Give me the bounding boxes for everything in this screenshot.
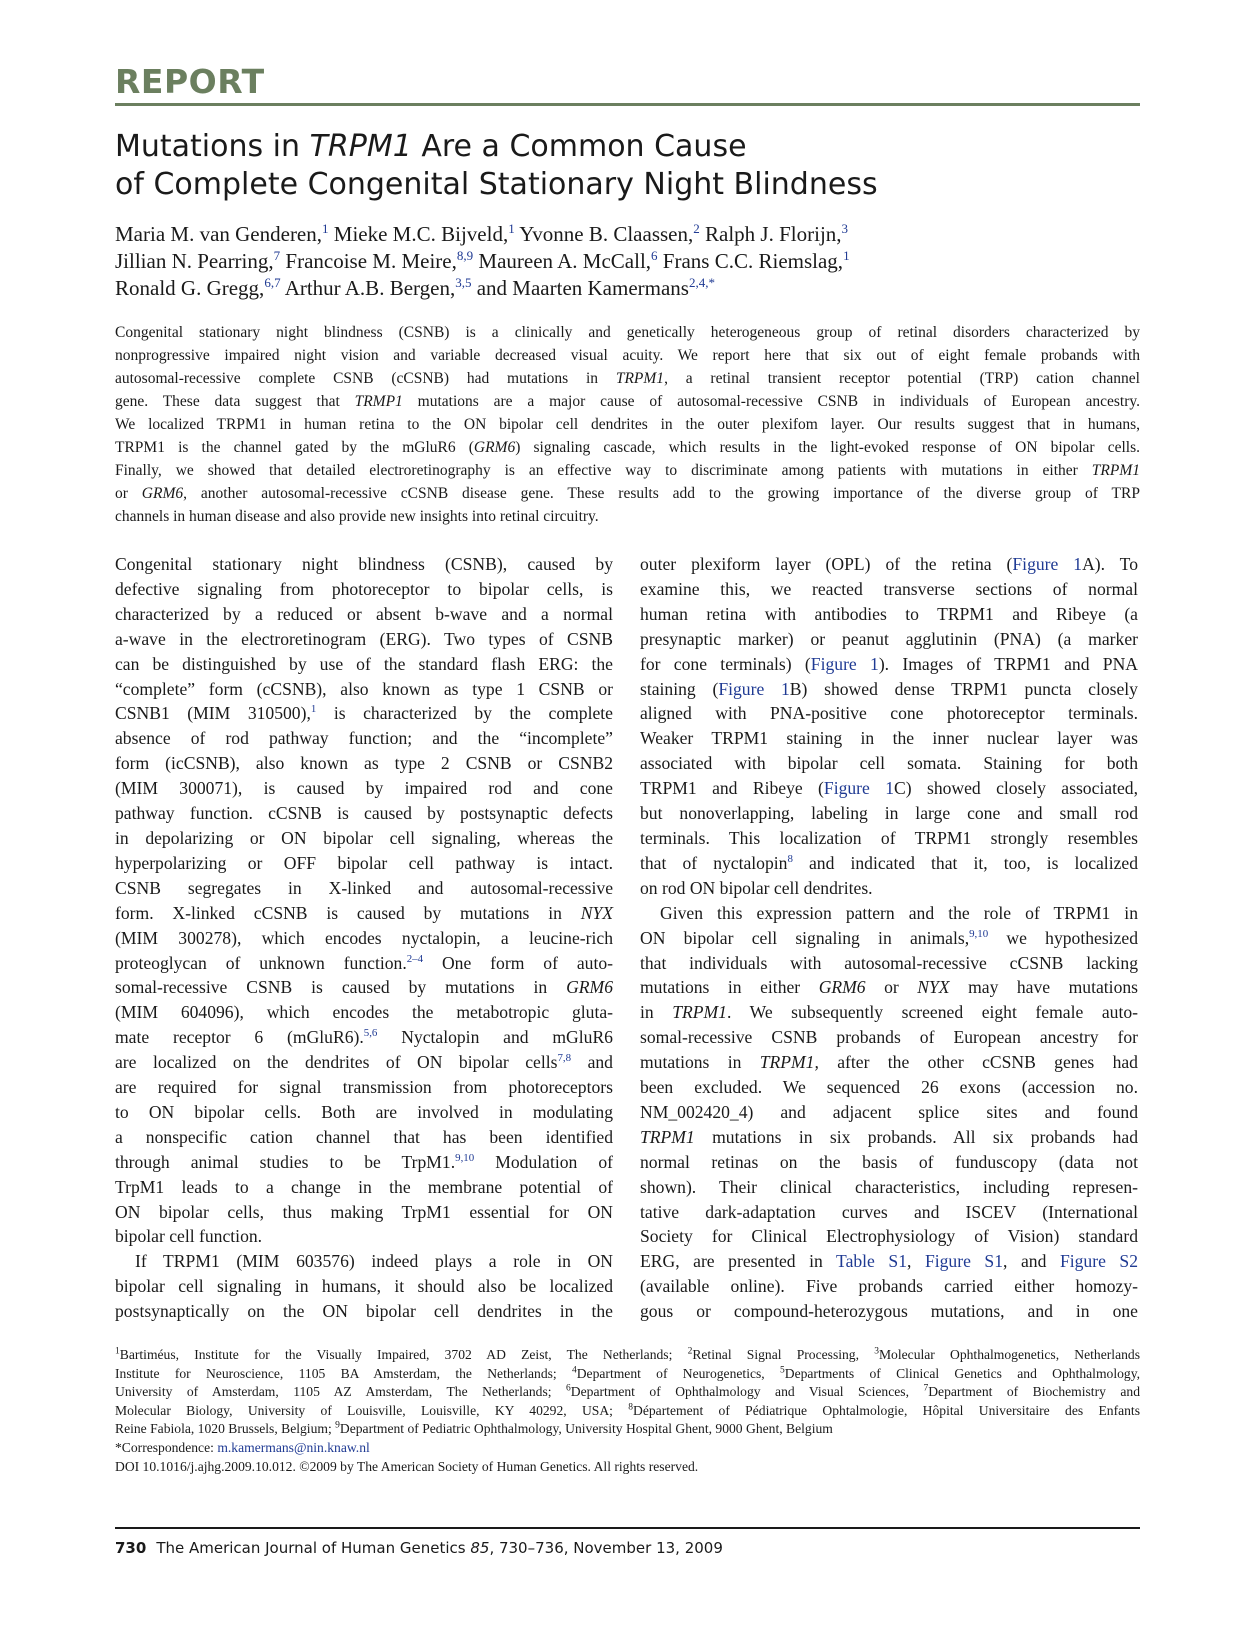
affiliation-line: University of Amsterdam, 1105 AZ Amsterdam, The Netherlands; $^6$Department of Ophthalmology and Visual Sciences, $^7$Department of Biochemistry and xyxy=(115,1383,1141,1400)
abstract-line: or GRM6, another autosomal-recessive cCSNB disease gene. These results add to the growing importance of the diverse group of TRP xyxy=(115,485,1140,502)
affiliations-footnote xyxy=(115,1346,1140,1476)
gene-name: GRM6 xyxy=(473,439,516,456)
author-line xyxy=(115,275,1140,302)
affiliation-line: Reine Fabiola, 1020 Brussels, Belgium; $^9$Department of Pediatric Ophthalmology, University Hospital Ghent, 9000 Ghent, Belgium xyxy=(115,1420,833,1437)
gene-name: GRM6 xyxy=(141,485,184,502)
gene-name: TRPM1 xyxy=(672,1002,727,1023)
text-line: (MIM 300071), is caused by impaired rod and cone xyxy=(115,778,613,799)
title-line-1: Mutations in TRPM1 Are a Common Cause xyxy=(115,129,747,164)
text-line: in depolarizing or ON bipolar cell signaling, whereas the xyxy=(115,827,613,848)
author-affiliation-marker: 6,7 xyxy=(264,275,281,290)
affiliation-number: 2 xyxy=(687,1346,693,1357)
abstract-line: We localized TRPM1 in human retina to the ON bipolar cell dendrites in the outer plexifom layer. Our results suggest that in humans, xyxy=(115,416,1140,433)
footer-rule xyxy=(115,1527,1140,1529)
text-line: ON bipolar cell signaling in animals,$^{9,10}$ we hypothesized xyxy=(640,927,1138,948)
text-line: but nonoverlapping, labeling in large cone and small rod xyxy=(640,803,1138,824)
citation-link[interactable]: 7,8 xyxy=(557,1052,572,1065)
text-line: (MIM 300278), which encodes nyctalopin, a leucine-rich xyxy=(115,927,613,948)
text-line: (available online). Five probands carried either homozy- xyxy=(640,1276,1138,1297)
text-line: characterized by a reduced or absent b-wave and a normal xyxy=(115,603,613,624)
text-line: are required for signal transmission from photoreceptors xyxy=(115,1077,613,1098)
abstract-line: channels in human disease and also provide new insights into retinal circuitry. xyxy=(115,508,599,525)
text-line: for cone terminals) (Figure 1). Images of TRPM1 and PNA xyxy=(640,653,1138,674)
correspondence-line xyxy=(115,1439,1140,1458)
author-line xyxy=(115,221,1140,248)
text-line: CSNB segregates in X-linked and autosomal-recessive xyxy=(115,877,613,898)
citation-details: , 730–736, November 13, 2009 xyxy=(489,1539,723,1557)
author-affiliation-marker: 6 xyxy=(651,248,658,263)
citation-link[interactable]: 5,6 xyxy=(363,1027,378,1040)
text-line: postsynaptically on the ON bipolar cell dendrites in the xyxy=(115,1301,613,1322)
article-title xyxy=(115,128,1140,204)
text-line: to ON bipolar cells. Both are involved in modulating xyxy=(115,1101,613,1122)
author-name: Arthur A.B. Bergen, xyxy=(284,276,456,300)
title-line-2: of Complete Congenital Stationary Night Blindness xyxy=(115,167,878,202)
author-name: Francoise M. Meire, xyxy=(285,249,457,273)
citation-link[interactable]: 9,10 xyxy=(455,1151,475,1164)
gene-name: GRM6 xyxy=(818,977,866,998)
text-line: a nonspecific cation channel that has been identified xyxy=(115,1126,613,1147)
text-line: in TRPM1. We subsequently screened eight female auto- xyxy=(640,1002,1138,1023)
body-column-left xyxy=(115,552,613,1324)
text-line: can be distinguished by use of the standard flash ERG: the xyxy=(115,653,613,674)
text-line: proteoglycan of unknown function.$^{2-4}$ One form of auto- xyxy=(115,952,613,973)
affiliation-number: 9 xyxy=(335,1420,340,1431)
text-line: somal-recessive CSNB is caused by mutations in GRM6 xyxy=(115,977,613,998)
text-line: a-wave in the electroretinogram (ERG). Two types of CSNB xyxy=(115,628,613,649)
author-affiliation-marker: 8,9 xyxy=(456,248,474,263)
author-name: Yvonne B. Claassen, xyxy=(519,222,694,246)
text-line: Congenital stationary night blindness (CSNB), caused by xyxy=(115,554,613,574)
citation-link[interactable]: 9,10 xyxy=(969,927,989,940)
text-line: defective signaling from photoreceptor to bipolar cells, is xyxy=(115,578,613,599)
author-name: Mieke M.C. Bijveld, xyxy=(333,222,509,246)
affiliation-line: Molecular Biology, University of Louisville, Louisville, KY 40292, USA; $^8$Département of Pédiatrique Ophtalmologie, Hôpital Universitaire des Enfants xyxy=(115,1402,1140,1418)
author-affiliation-marker: 2,4,* xyxy=(688,275,716,290)
author-name: Maureen A. McCall, xyxy=(478,249,652,273)
gene-name: TRMP1 xyxy=(354,393,403,410)
author-name: Maria M. van Genderen, xyxy=(115,222,323,246)
abstract-line: Congenital stationary night blindness (CSNB) is a clinically and genetically heterogeneous group of retinal disorders characterized by xyxy=(115,324,1140,341)
affiliation-number: 6 xyxy=(566,1383,571,1394)
gene-name: TRPM1 xyxy=(615,370,665,387)
figure-link[interactable]: Figure 1 xyxy=(718,678,790,699)
author-affiliation-marker: 1 xyxy=(843,248,850,263)
text-line: Given this expression pattern and the role of TRPM1 in xyxy=(660,902,1138,923)
citation-link[interactable]: 1 xyxy=(310,703,317,716)
text-line: that of nyctalopin$^8$ and indicated that it, too, is localized xyxy=(640,852,1139,873)
text-line: CSNB1 (MIM 310500),$^1$ is characterized by the complete xyxy=(115,703,613,724)
text-line: presynaptic marker) or peanut agglutinin (PNA) (a marker xyxy=(640,628,1138,649)
affiliation-number: 7 xyxy=(923,1383,929,1394)
text-line: terminals. This localization of TRPM1 strongly resembles xyxy=(640,827,1138,848)
journal-volume: 85 xyxy=(470,1539,490,1557)
text-line: examine this, we reacted transverse sections of normal xyxy=(640,578,1138,599)
text-line: mutations in either GRM6 or NYX may have mutations xyxy=(640,977,1139,998)
text-line: TRPM1 mutations in six probands. All six probands had xyxy=(640,1126,1138,1147)
text-line: are localized on the dendrites of ON bipolar cells$^{7,8}$ and xyxy=(115,1052,613,1073)
figure-link[interactable]: Figure 1 xyxy=(810,653,879,674)
text-line: associated with bipolar cell somata. Staining for both xyxy=(640,753,1138,774)
author-affiliation-marker: 3 xyxy=(841,221,849,236)
author-affiliation-marker: 1 xyxy=(508,221,515,236)
text-line: human retina with antibodies to TRPM1 and Ribeye (a xyxy=(640,603,1138,624)
author-affiliation-marker: 7 xyxy=(273,248,281,263)
text-line: shown). Their clinical characteristics, including represen- xyxy=(640,1176,1138,1197)
affiliation-line: $^1$Bartiméus, Institute for the Visually Impaired, 3702 AD Zeist, The Netherlands; $^2$Retinal Signal Processing, $^3$Molecular Ophthalmogenetics, Netherlands xyxy=(115,1346,1140,1362)
text-line: If TRPM1 (MIM 603576) indeed plays a role in ON xyxy=(135,1251,613,1272)
text-line: been excluded. We sequenced 26 exons (accession no. xyxy=(640,1077,1138,1098)
correspondence-email[interactable]: m.kamermans@nin.knaw.nl xyxy=(217,1439,370,1455)
page-footer xyxy=(115,1539,723,1557)
figure-link[interactable]: Figure 1 xyxy=(1012,554,1083,574)
abstract-line: autosomal-recessive complete CSNB (cCSNB) had mutations in TRPM1, a retinal transient receptor potential (TRP) cation channel xyxy=(115,370,1140,387)
text-line: TrpM1 leads to a change in the membrane potential of xyxy=(115,1176,613,1197)
abstract-line: nonprogressive impaired night vision and variable decreased visual acuity. We report here that six out of eight female probands with xyxy=(115,347,1140,364)
author-list xyxy=(115,221,1140,302)
text-line: gous or compound-heterozygous mutations, and in one xyxy=(640,1301,1138,1322)
figure-link[interactable]: Figure S2 xyxy=(1059,1251,1139,1272)
author-name: Jillian N. Pearring, xyxy=(115,249,274,273)
report-label: REPORT xyxy=(115,62,265,101)
text-line: on rod ON bipolar cell dendrites. xyxy=(640,877,873,898)
text-line: tative dark-adaptation curves and ISCEV (International xyxy=(640,1201,1138,1222)
text-line: mutations in TRPM1, after the other cCSNB genes had xyxy=(640,1052,1138,1073)
author-line xyxy=(115,248,1140,275)
text-line: normal retinas on the basis of funduscopy (data not xyxy=(640,1151,1138,1172)
text-line: form (icCSNB), also known as type 2 CSNB or CSNB2 xyxy=(115,753,613,774)
gene-name: GRM6 xyxy=(566,977,613,998)
author-name: and Maarten Kamermans xyxy=(476,276,689,300)
gene-name: NYX xyxy=(917,977,950,998)
text-line: pathway function. cCSNB is caused by postsynaptic defects xyxy=(115,803,613,824)
gene-name: TRPM1 xyxy=(1091,462,1140,479)
gene-name: TRPM1 xyxy=(640,1126,695,1147)
doi-line: DOI 10.1016/j.ajhg.2009.10.012. ©2009 by The American Society of Human Genetics. All rights reserved. xyxy=(115,1458,699,1474)
affiliation-number: 8 xyxy=(628,1402,634,1413)
author-name: Ralph J. Florijn, xyxy=(705,222,842,246)
text-line: aligned with PNA-positive cone photoreceptor terminals. xyxy=(640,703,1138,724)
gene-name: TRPM1, xyxy=(759,1052,819,1073)
correspondence-label: *Correspondence: xyxy=(115,1439,218,1455)
author-name: Frans C.C. Riemslag, xyxy=(662,249,844,273)
figure-link[interactable]: Figure S1 xyxy=(924,1251,1004,1272)
text-line: bipolar cell function. xyxy=(115,1226,263,1247)
text-line: Society for Clinical Electrophysiology of Vision) standard xyxy=(640,1226,1138,1247)
affiliation-number: 5 xyxy=(779,1365,785,1376)
text-line: Weaker TRPM1 staining in the inner nuclear layer was xyxy=(640,728,1138,749)
affiliation-number: 3 xyxy=(874,1346,879,1357)
text-line: “complete” form (cCSNB), also known as type 1 CSNB or xyxy=(115,678,613,699)
citation-link[interactable]: 2–4 xyxy=(406,952,424,965)
text-line: NM_002420_4) and adjacent splice sites and found xyxy=(640,1101,1138,1122)
affiliation-number: 4 xyxy=(571,1365,577,1376)
abstract xyxy=(115,321,1140,528)
citation-link[interactable]: 8 xyxy=(787,853,793,866)
text-line: absence of rod pathway function; and the “incomplete” xyxy=(115,728,613,749)
body-column-right xyxy=(640,552,1138,1324)
gene-name: NYX xyxy=(580,902,613,923)
text-line: ON bipolar cells, thus making TrpM1 essential for ON xyxy=(115,1201,613,1222)
affiliation-line: Institute for Neuroscience, 1105 BA Amsterdam, the Netherlands; $^4$Department of Neurogenetics, $^5$Departments of Clinical Genetics and Ophthalmology, xyxy=(115,1365,1141,1381)
text-line: TRPM1 and Ribeye (Figure 1C) showed closely associated, xyxy=(640,778,1138,799)
text-line: that individuals with autosomal-recessive cCSNB lacking xyxy=(640,952,1138,973)
text-line: hyperpolarizing or OFF bipolar cell pathway is intact. xyxy=(115,852,613,873)
text-line: mate receptor 6 (mGluR6).$^{5,6}$ Nyctalopin and mGluR6 xyxy=(115,1027,613,1048)
page-number: 730 xyxy=(115,1539,147,1557)
author-name: Ronald G. Gregg, xyxy=(115,276,265,300)
text-line: through animal studies to be TrpM1.$^{9,10}$ Modulation of xyxy=(115,1151,613,1172)
text-line: outer plexiform layer (OPL) of the retina (Figure 1A). To xyxy=(640,554,1138,574)
journal-name: The American Journal of Human Genetics xyxy=(156,1539,471,1557)
figure-link[interactable]: Figure 1 xyxy=(823,778,895,799)
text-line: ERG, are presented in Table S1, Figure S1, and Figure S2 xyxy=(640,1251,1139,1272)
text-line: form. X-linked cCSNB is caused by mutations in NYX xyxy=(115,902,613,923)
figure-link[interactable]: Table S1 xyxy=(836,1251,907,1272)
author-affiliation-marker: 3,5 xyxy=(455,275,472,290)
text-line: (MIM 604096), which encodes the metabotropic gluta- xyxy=(115,1002,613,1023)
text-line: staining (Figure 1B) showed dense TRPM1 puncta closely xyxy=(640,678,1138,699)
abstract-line: TRPM1 is the channel gated by the mGluR6 (GRM6) signaling cascade, which results in the light-evoked response of ON bipolar cells. xyxy=(115,439,1140,456)
author-affiliation-marker: 1 xyxy=(322,221,329,236)
author-affiliation-marker: 2 xyxy=(693,221,700,236)
abstract-line: gene. These data suggest that TRMP1 mutations are a major cause of autosomal-recessive CSNB in individuals of European ancestry. xyxy=(115,393,1140,410)
affiliation-number: 1 xyxy=(115,1346,120,1357)
abstract-line: Finally, we showed that detailed electroretinography is an effective way to discriminate among patients with mutations in either TRPM1 xyxy=(115,462,1140,479)
header-rule xyxy=(115,103,1140,106)
text-line: bipolar cell signaling in humans, it should also be localized xyxy=(115,1276,613,1297)
text-line: somal-recessive CSNB probands of European ancestry for xyxy=(640,1027,1138,1048)
